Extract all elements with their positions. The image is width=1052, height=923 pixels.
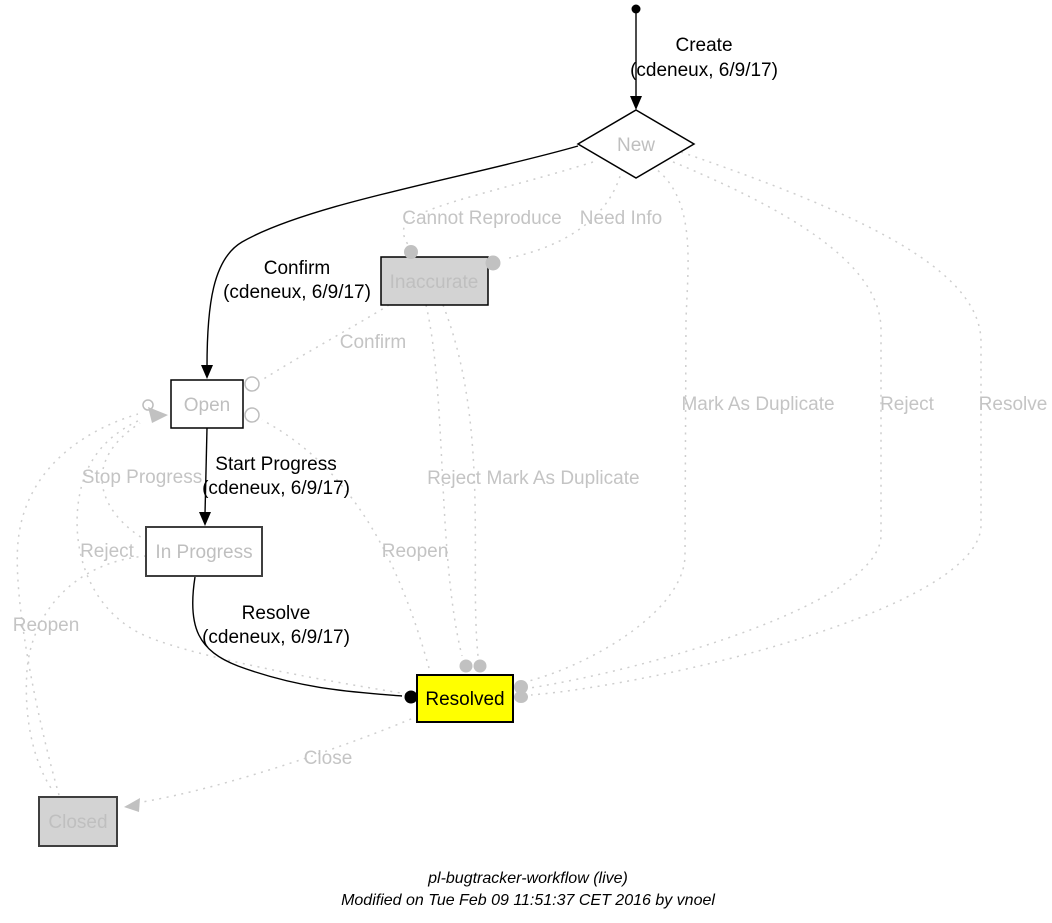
- active-edges: [193, 13, 636, 696]
- dot-cannot-reproduce-icon: [404, 245, 418, 259]
- edge-need-info-label: Need Info: [579, 208, 663, 229]
- edge-confirm-actor: (cdeneux, 6/9/17): [223, 282, 371, 303]
- node-inaccurate-label: Inaccurate: [389, 272, 479, 293]
- start-node: [632, 5, 641, 14]
- edge-mark-as-duplicate-inaccurate-label: Mark As Duplicate: [486, 468, 640, 489]
- dot-resolved-top-left-icon: [460, 660, 473, 673]
- node-closed-label: Closed: [48, 812, 108, 833]
- edge-reject-from-in-progress: [26, 556, 146, 791]
- edge-close-label: Close: [303, 748, 353, 769]
- footer-modified: Modified on Tue Feb 09 11:51:37 CET 2016 by vnoel: [341, 892, 715, 909]
- edge-resolve-label: Resolve: [241, 603, 311, 624]
- arrowhead-create-icon: [630, 96, 642, 110]
- dot-need-info-icon: [486, 256, 501, 271]
- arrowhead-close-icon: [124, 798, 140, 812]
- node-new-label: New: [616, 135, 656, 156]
- dot-resolved-right-lower-icon: [514, 691, 528, 703]
- odot-confirm-inaccurate-icon: [245, 377, 259, 391]
- edge-resolve-from-new: [531, 152, 981, 695]
- edge-confirm-inaccurate-label: Confirm: [339, 332, 407, 353]
- edge-reject-in-progress-label: Reject: [80, 541, 134, 562]
- edge-start-progress-label: Start Progress: [215, 454, 337, 475]
- odot-reopen-resolved-icon: [245, 408, 259, 422]
- edge-start-progress: [205, 428, 207, 514]
- node-in-progress-label: In Progress: [155, 542, 253, 563]
- edge-cannot-reproduce-label: Cannot Reproduce: [402, 208, 562, 229]
- edge-reopen-closed-label: Reopen: [12, 615, 80, 636]
- node-resolved-label: Resolved: [425, 689, 505, 710]
- edge-create-actor: (cdeneux, 6/9/17): [630, 60, 778, 81]
- edge-mark-as-duplicate-from-new: [529, 166, 688, 681]
- edge-create-label: Create: [675, 35, 733, 56]
- edge-reject-new-label: Reject: [880, 394, 934, 415]
- edge-resolve-new-label: Resolve: [978, 394, 1048, 415]
- arrowhead-stop-progress-icon: [148, 407, 168, 423]
- edge-close: [136, 716, 418, 803]
- footer-caption: [341, 870, 715, 909]
- footer-title: pl-bugtracker-workflow (live): [428, 870, 628, 887]
- arrowhead-confirm-icon: [201, 365, 213, 379]
- arrowhead-start-progress-icon: [199, 512, 211, 526]
- edge-mark-as-duplicate-new-label: Mark As Duplicate: [681, 394, 835, 415]
- edge-start-progress-actor: (cdeneux, 6/9/17): [202, 478, 350, 499]
- node-shapes: [39, 5, 694, 847]
- edge-confirm-label: Confirm: [263, 258, 331, 279]
- edge-stop-progress-label: Stop Progress: [81, 467, 203, 488]
- edge-cannot-reproduce: [403, 162, 593, 246]
- edge-resolve-actor: (cdeneux, 6/9/17): [202, 627, 350, 648]
- edge-markers: [124, 96, 642, 812]
- edge-reject-from-new: [530, 159, 881, 688]
- node-open-label: Open: [183, 395, 231, 416]
- edge-reopen-resolved-label: Reopen: [381, 541, 449, 562]
- dot-resolve-head-icon: [405, 691, 418, 704]
- dot-resolved-top-right-icon: [474, 660, 487, 673]
- edge-reject-inaccurate-label: Reject: [427, 468, 481, 489]
- edge-labels: [13, 35, 1048, 769]
